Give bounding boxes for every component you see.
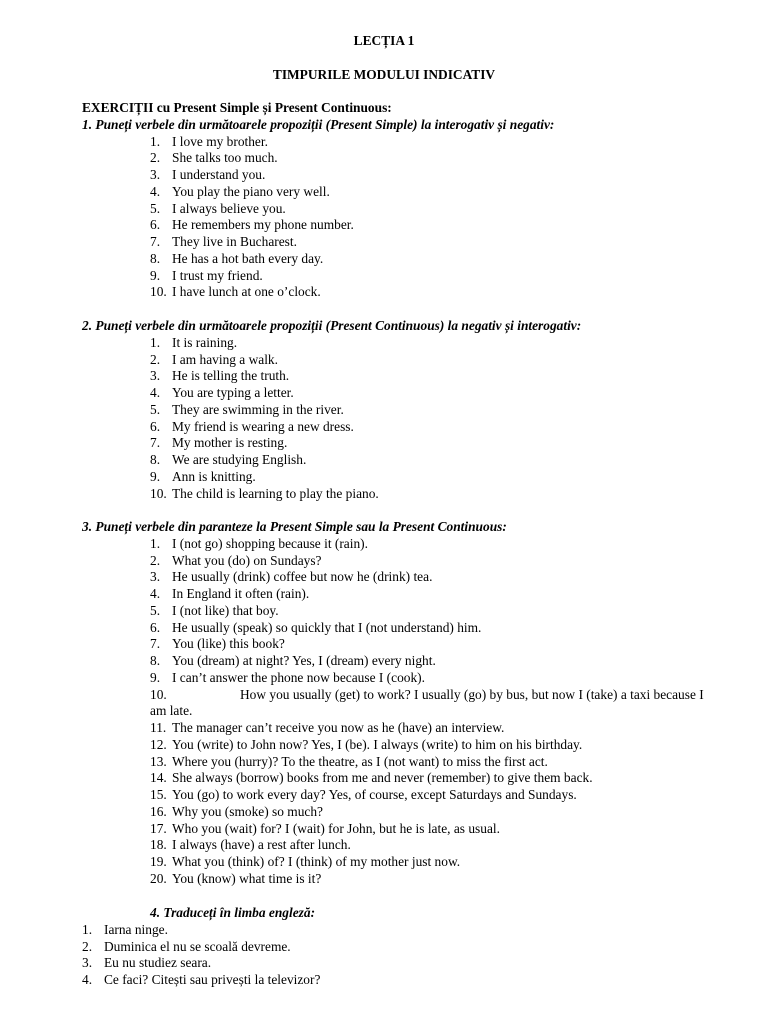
item-number: 7. — [150, 435, 161, 451]
item-text: Iarna ninge. — [104, 921, 168, 937]
item-text: Ann is knitting. — [172, 468, 256, 484]
list-item — [82, 837, 722, 854]
item-text: In England it often (rain). — [172, 586, 310, 601]
item-text: She always (borrow) books from me and never (remember) to give them back. — [172, 770, 593, 786]
list-item — [82, 955, 722, 972]
list-item — [82, 754, 722, 771]
item-number: 2. — [150, 150, 161, 166]
list-item — [82, 234, 722, 251]
item-text: He usually (speak) so quickly that I (not understand) him. — [172, 619, 482, 635]
item-text: He is telling the truth. — [172, 368, 290, 384]
item-text: What you (do) on Sundays? — [172, 552, 322, 568]
list-item — [82, 670, 722, 687]
list-item — [82, 268, 722, 285]
item-text: I can’t answer the phone now because I (cook). — [172, 669, 425, 685]
item-number: 4. — [150, 385, 161, 400]
list-item — [82, 385, 722, 402]
list-item — [82, 134, 722, 151]
list-item — [82, 569, 722, 586]
list-item — [82, 536, 722, 553]
page-title: TIMPURILE MODULUI INDICATIV — [272, 67, 496, 82]
item-text: They live in Bucharest. — [172, 234, 297, 249]
list-item — [82, 871, 722, 888]
item-number: 3. — [150, 368, 161, 384]
item-text: You (write) to John now? Yes, I (be). I always (write) to him on his birthday. — [172, 736, 583, 752]
list-item — [82, 687, 722, 721]
exercise-4-block — [82, 905, 722, 989]
exercise-4-heading: 4. Traduceți în limba engleză: — [150, 905, 316, 920]
item-number: 1. — [150, 133, 161, 149]
list-item — [82, 804, 722, 821]
item-text: I (not go) shopping because it (rain). — [172, 535, 368, 551]
list-item — [82, 972, 722, 989]
lesson-title: LECȚIA 1 — [353, 33, 415, 48]
item-text: Ce faci? Citești sau privești la televizor? — [104, 972, 321, 987]
item-number: 7. — [150, 636, 161, 652]
item-number: 8. — [150, 653, 161, 668]
item-number: 16. — [150, 803, 167, 819]
item-number: 18. — [150, 837, 167, 853]
item-number: 9. — [150, 669, 161, 685]
item-number: 8. — [150, 250, 161, 266]
exercise-1-block — [82, 100, 722, 301]
exercise-3-block — [82, 519, 722, 888]
item-number: 10. — [150, 686, 167, 702]
item-text: My mother is resting. — [172, 435, 288, 451]
item-number: 10. — [150, 284, 167, 300]
item-number: 14. — [150, 770, 167, 786]
item-text: Where you (hurry)? To the theatre, as I (not want) to miss the first act. — [172, 753, 548, 769]
item-number: 20. — [150, 870, 167, 886]
item-number: 9. — [150, 468, 161, 484]
item-number: 4. — [82, 972, 93, 987]
list-item — [82, 251, 722, 268]
list-item — [82, 486, 722, 503]
exercise-2-heading: 2. Puneți verbele din următoarele propoziții (Present Continuous) la negativ și interogativ: — [82, 318, 582, 333]
exercise-2-list — [82, 335, 722, 503]
list-item — [82, 201, 722, 218]
item-number: 6. — [150, 418, 161, 434]
item-text: I have lunch at one o’clock. — [172, 284, 321, 300]
exercise-2-block — [82, 318, 722, 502]
list-item — [82, 620, 722, 637]
item-text: They are swimming in the river. — [172, 401, 344, 417]
list-item — [82, 636, 722, 653]
item-number: 12. — [150, 736, 167, 752]
item-text: We are studying English. — [172, 452, 307, 467]
item-number: 5. — [150, 401, 161, 417]
item-text: How you usually (get) to work? I usually (go) by bus, but now I (take) a taxi because I am late. — [150, 686, 704, 719]
list-item — [82, 603, 722, 620]
list-item — [82, 939, 722, 956]
item-number: 3. — [150, 569, 161, 585]
item-number: 15. — [150, 787, 167, 802]
list-item — [82, 653, 722, 670]
item-number: 13. — [150, 753, 167, 769]
item-number: 1. — [150, 334, 161, 350]
item-text: Eu nu studiez seara. — [104, 955, 212, 971]
item-number: 19. — [150, 854, 167, 869]
item-number: 2. — [150, 552, 161, 568]
item-text: I am having a walk. — [172, 351, 278, 367]
exercise-4-list — [82, 922, 722, 989]
exercise-1-list — [82, 134, 722, 302]
item-number: 11. — [150, 720, 167, 735]
item-number: 2. — [82, 938, 93, 954]
item-number: 4. — [150, 183, 161, 199]
item-text: The manager can’t receive you now as he (have) an interview. — [172, 720, 505, 735]
list-item — [82, 469, 722, 486]
item-text: You (like) this book? — [172, 636, 285, 652]
list-item — [82, 922, 722, 939]
exercises-heading: EXERCIȚII cu Present Simple și Present Continuous: — [82, 100, 392, 115]
item-text: Who you (wait) for? I (wait) for John, but he is late, as usual. — [172, 820, 500, 836]
list-item — [82, 821, 722, 838]
list-item — [82, 167, 722, 184]
item-number: 2. — [150, 351, 161, 367]
item-text: You (know) what time is it? — [172, 870, 322, 886]
item-text: You (go) to work every day? Yes, of course, except Saturdays and Sundays. — [172, 787, 577, 802]
item-number: 6. — [150, 619, 161, 635]
list-item — [82, 402, 722, 419]
item-number: 1. — [150, 535, 161, 551]
list-item — [82, 335, 722, 352]
item-text: You (dream) at night? Yes, I (dream) every night. — [172, 653, 436, 668]
item-text: My friend is wearing a new dress. — [172, 418, 354, 434]
item-number: 5. — [150, 602, 161, 618]
list-item — [82, 720, 722, 737]
exercise-3-list — [82, 536, 722, 888]
list-item — [82, 452, 722, 469]
list-item — [82, 419, 722, 436]
item-number: 10. — [150, 485, 167, 501]
item-number: 1. — [82, 921, 93, 937]
item-number: 5. — [150, 200, 161, 216]
item-text: I always believe you. — [172, 200, 286, 216]
item-text: I understand you. — [172, 167, 266, 182]
item-number: 9. — [150, 267, 161, 283]
item-text: She talks too much. — [172, 150, 278, 166]
item-text: You play the piano very well. — [172, 183, 330, 199]
exercise-1-heading: 1. Puneți verbele din următoarele propoziții (Present Simple) la interogativ și negativ: — [82, 116, 555, 132]
item-number: 3. — [82, 955, 93, 971]
list-item — [82, 352, 722, 369]
item-number: 4. — [150, 586, 161, 601]
list-item — [82, 217, 722, 234]
list-item — [82, 184, 722, 201]
list-item — [82, 284, 722, 301]
list-item — [82, 368, 722, 385]
list-item — [82, 553, 722, 570]
item-text: He usually (drink) coffee but now he (drink) tea. — [172, 569, 433, 585]
list-item — [82, 770, 722, 787]
item-text: I love my brother. — [172, 133, 268, 149]
item-number: 3. — [150, 167, 161, 182]
item-number: 8. — [150, 452, 161, 467]
item-text: The child is learning to play the piano. — [172, 485, 379, 501]
item-number: 6. — [150, 217, 161, 233]
item-text: He remembers my phone number. — [172, 217, 354, 233]
item-text: You are typing a letter. — [172, 385, 294, 400]
item-text: I always (have) a rest after lunch. — [172, 837, 351, 853]
list-item — [82, 435, 722, 452]
exercise-3-heading: 3. Puneți verbele din paranteze la Present Simple sau la Present Continuous: — [82, 519, 507, 534]
list-item — [82, 150, 722, 167]
item-text: I trust my friend. — [172, 267, 263, 283]
item-number: 7. — [150, 234, 161, 249]
list-item — [82, 737, 722, 754]
item-text: He has a hot bath every day. — [172, 250, 324, 266]
item-number: 17. — [150, 820, 167, 836]
item-text: What you (think) of? I (think) of my mother just now. — [172, 854, 461, 869]
item-text: I (not like) that boy. — [172, 602, 279, 618]
list-item — [82, 787, 722, 804]
list-item — [82, 854, 722, 871]
item-text: Duminica el nu se scoală devreme. — [104, 938, 291, 954]
item-text: It is raining. — [172, 334, 238, 350]
item-text: Why you (smoke) so much? — [172, 803, 323, 819]
list-item — [82, 586, 722, 603]
